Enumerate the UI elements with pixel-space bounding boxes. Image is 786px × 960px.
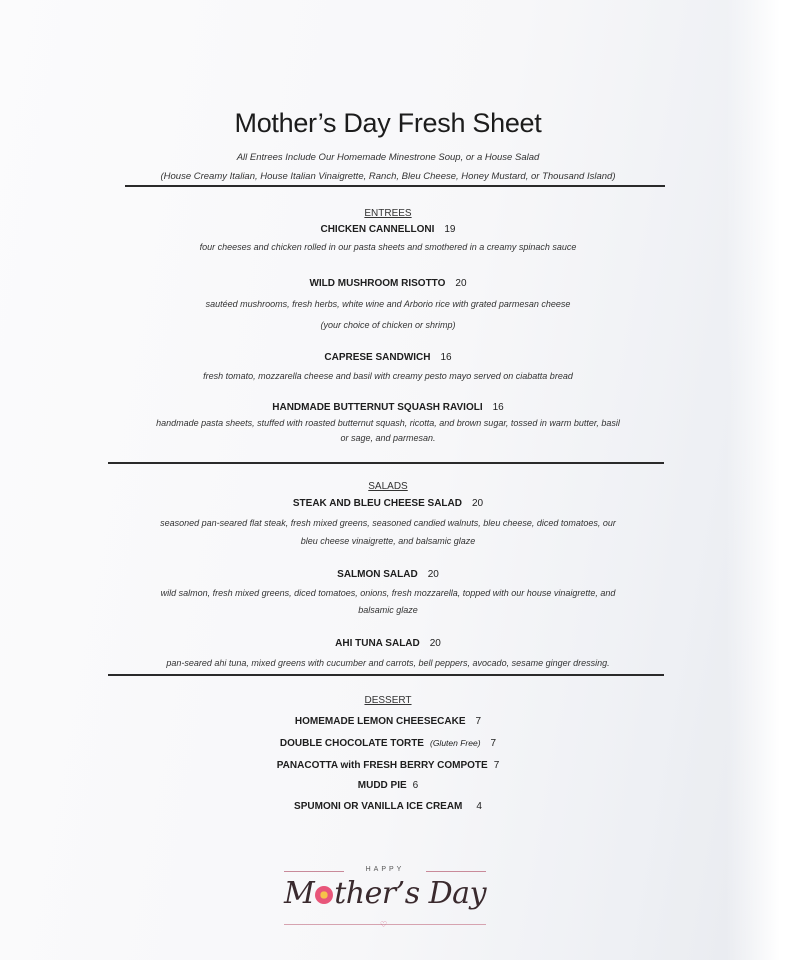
item-price: 6 [412,780,419,791]
item-description: balsamic glaze [358,605,418,615]
menu-item-chicken-cannelloni [0,224,776,235]
item-name: SPUMONI OR VANILLA ICE CREAM [294,801,463,812]
menu-item-butternut-squash-ravioli [0,402,776,413]
intro-line-1: All Entrees Include Our Homemade Minestrone Soup, or a House Salad [236,152,540,163]
section-heading-salads: SALADS [368,481,408,492]
item-description [100,414,676,444]
item-price: 20 [427,569,439,580]
menu-item-caprese-sandwich [0,352,776,363]
intro-line-2: (House Creamy Italian, House Italian Vinaigrette, Ranch, Bleu Cheese, Honey Mustard, or Thousand Island) [160,171,616,182]
menu-item-salmon-salad [0,569,776,580]
item-price: 16 [492,402,504,413]
menu-title: Mother’s Day Fresh Sheet [234,108,542,138]
item-price: 7 [475,716,482,727]
item-description: bleu cheese vinaigrette, and balsamic glaze [300,536,476,546]
item-name: STEAK AND BLEU CHEESE SALAD [292,498,462,509]
item-description-line: handmade pasta sheets, stuffed with roasted butternut squash, ricotta, and brown sugar, tossed in warm butter, basil [156,418,620,428]
menu-item-wild-mushroom-risotto [0,278,776,289]
item-name: AHI TUNA SALAD [335,638,420,649]
menu-item-lemon-cheesecake [0,716,776,727]
item-price: 20 [429,638,441,649]
item-description: sautéed mushrooms, fresh herbs, white wine and Arborio rice with grated parmesan cheese [205,299,571,309]
flower-icon [315,886,333,904]
menu-item-mudd-pie [0,780,776,791]
item-name: DOUBLE CHOCOLATE TORTE [279,738,424,749]
page-edge-shade [726,0,786,960]
logo-happy-text: HAPPY [365,866,405,873]
menu-item-spumoni-ice-cream [0,801,776,812]
entrees-divider [108,462,664,464]
item-description: pan-seared ahi tuna, mixed greens with cucumber and carrots, bell peppers, avocado, sesame ginger dressing. [166,658,610,668]
item-description-note: (your choice of chicken or shrimp) [320,320,456,330]
item-price: 4 [476,801,482,812]
item-price: 20 [471,498,484,509]
item-price: 7 [490,738,497,749]
item-name: CHICKEN CANNELLONI [320,224,435,235]
item-description: wild salmon, fresh mixed greens, diced tomatoes, onions, fresh mozzarella, topped with our house vinaigrette, and [160,588,616,598]
item-note: (Gluten Free) [429,738,481,748]
section-heading-dessert: DESSERT [364,695,412,706]
logo-script-text [280,876,490,911]
item-name: MUDD PIE [357,780,407,791]
item-name: PANACOTTA with FRESH BERRY COMPOTE [276,760,488,771]
section-heading-entrees: ENTREES [364,208,412,219]
logo-divider-right [426,871,486,872]
menu-item-double-chocolate-torte [0,738,776,749]
logo-letter-m: M [283,876,315,911]
header-divider [125,185,665,187]
menu-item-ahi-tuna-salad [0,638,776,649]
logo-script-rest: ther’s Day [334,876,487,911]
item-price: 7 [493,760,500,771]
item-description: four cheeses and chicken rolled in our pasta sheets and smothered in a creamy spinach sauce [199,242,577,252]
item-price: 20 [455,278,467,289]
item-description: seasoned pan-seared flat steak, fresh mixed greens, seasoned candied walnuts, bleu cheese, diced tomatoes, our [160,518,616,528]
item-name: SALMON SALAD [337,569,418,580]
item-name: HOMEMADE LEMON CHEESECAKE [294,716,466,727]
item-description: fresh tomato, mozzarella cheese and basil with creamy pesto mayo served on ciabatta bread [203,371,573,381]
menu-item-steak-bleu-cheese-salad [0,498,776,509]
item-name: HANDMADE BUTTERNUT SQUASH RAVIOLI [272,402,483,413]
item-price: 16 [440,352,452,363]
item-description-line: or sage, and parmesan. [340,433,436,443]
salads-divider [108,674,664,676]
mothers-day-logo [280,860,490,932]
item-name: WILD MUSHROOM RISOTTO [309,278,446,289]
menu-item-panacotta [0,760,776,771]
item-price: 19 [444,224,456,235]
heart-icon: ♡ [380,920,388,929]
item-name: CAPRESE SANDWICH [324,352,431,363]
